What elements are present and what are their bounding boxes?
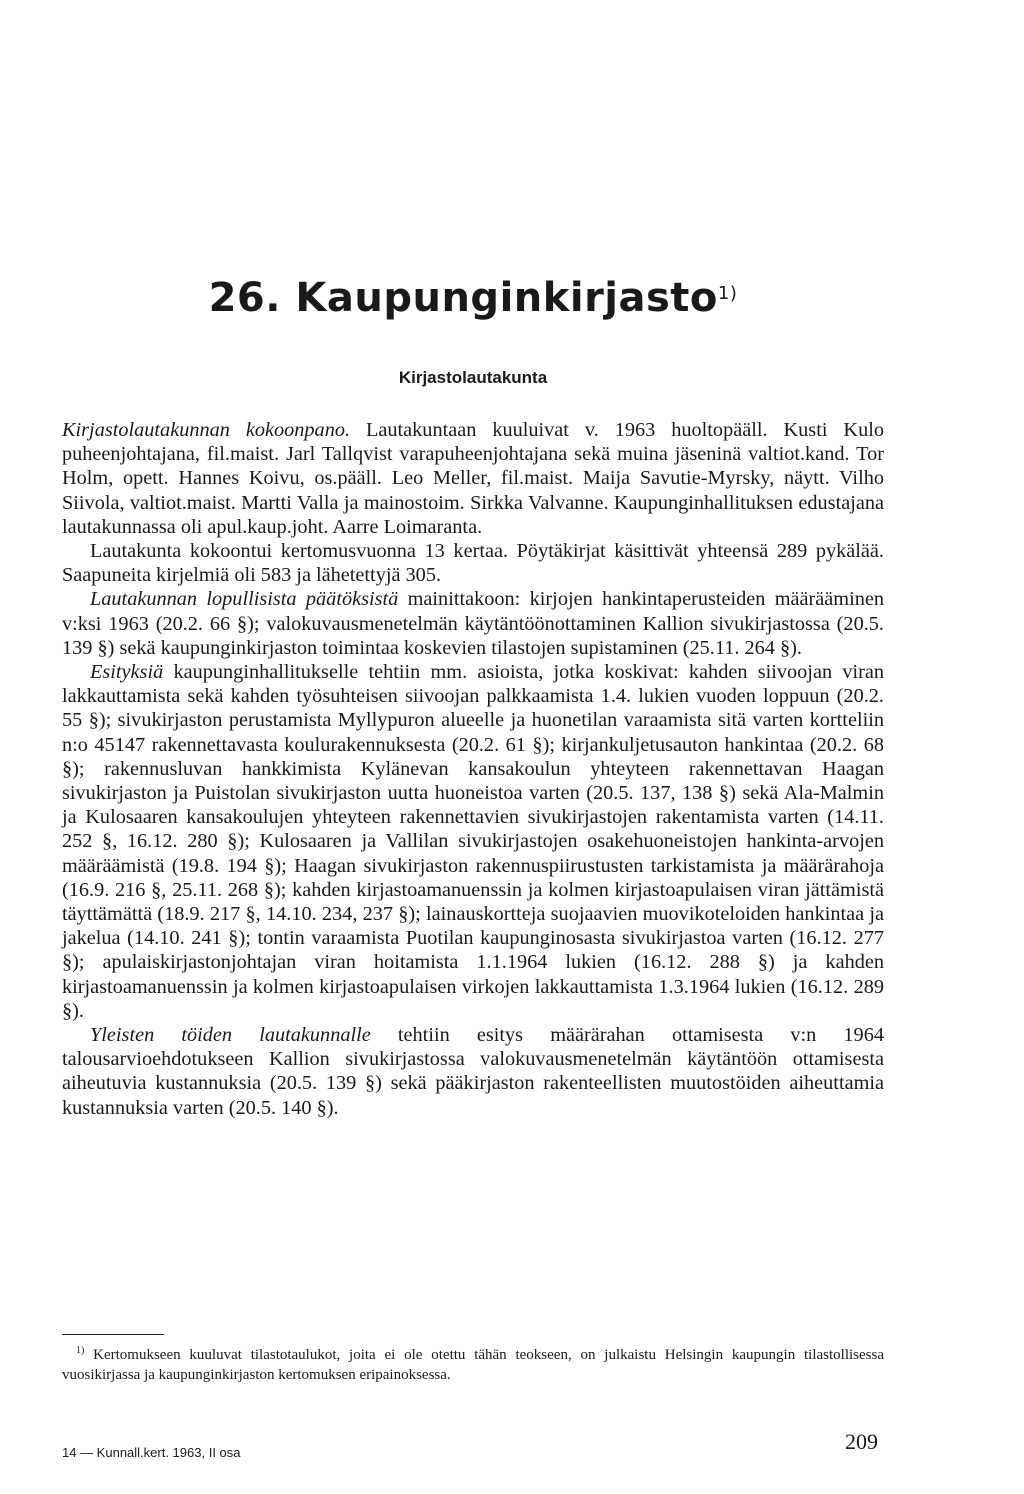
chapter-footnote-marker: 1)	[717, 283, 738, 304]
footnote-text: Kertomukseen kuuluvat tilastotaulukot, joita ei ole otettu tähän teokseen, on julkaistu Helsingin kaupungin tilastollisessa vuosikirjassa ja kaupunginkirjaston kertomuksen eripainoksessa.	[62, 1347, 884, 1383]
paragraph-text: tehtiin esitys määrärahan ottamisesta v:n 1964 talousarvioehdotukseen Kallion sivukirjastossa valokuvausmenetelmän käytäntöön ottamisesta aiheutuvia kustannuksia (20.5. 139 §) sekä pääkirjaston rakenteellisten muutostöiden aiheuttamia kustannuksia varten (20.5. 140 §).	[62, 1024, 884, 1119]
paragraph-lead: Yleisten töiden lautakunnalle	[90, 1024, 371, 1047]
printer-signature: 14 — Kunnall.kert. 1963, II osa	[62, 1445, 241, 1460]
paragraph-lead: Esityksiä	[90, 661, 164, 684]
footnote-divider	[62, 1334, 164, 1335]
document-page	[62, 0, 884, 1494]
paragraph-final-decisions	[62, 587, 884, 660]
footnote-marker: 1)	[76, 1345, 85, 1356]
paragraph-composition	[62, 418, 884, 539]
footnote	[62, 1341, 884, 1385]
page-number: 209	[845, 1429, 878, 1454]
chapter-title	[62, 268, 884, 328]
paragraph-text: kaupunginhallitukselle tehtiin mm. asioista, jotka koskivat: kahden siivoojan viran lakkauttamista sekä kahden työsuhteisen siivoojan palkkaamista 1.4. lukien vuoden loppuun (20.2. 55 §); sivukirjaston perustamista Myllypuron alueelle ja huonetilan varaamista sitä varten kortteliin n:o 45147 rakennettavasta koulurakennuksesta (20.2. 61 §); kirjankuljetusauton hankintaa (20.2. 68 §); rakennusluvan hankkimista Kylänevan kansakoulun yhteyteen rakennettavan Haagan sivukirjaston ja Puistolan sivukirjaston uutta huoneistoa varten (20.5. 137, 138 §) sekä Ala-Malmin ja Kulosaaren kansakoulujen yhteyteen rakennettavien sivukirjastojen rakentamista varten (14.11. 252 §, 16.12. 280 §); Kulosaaren ja Vallilan sivukirjastojen osakehuoneistojen hankinta-arvojen määräämistä (19.8. 194 §); Haagan sivukirjaston rakennuspiirustusten tarkistamista ja määrärahoja (16.9. 216 §, 25.11. 268 §); kahden kirjastoamanuenssin ja kolmen kirjastoapulaisen viran jättämistä täyttämättä (18.9. 217 §, 14.10. 234, 237 §); lainauskortteja suojaavien muovikoteloiden hankintaa ja jakelua (14.10. 241 §); tontin varaamista Puotilan kaupunginosasta sivukirjastoa varten (16.12. 277 §); apulaiskirjastonjohtajan viran hoitamista 1.1.1964 lukien (16.12. 288 §) ja kahden kirjastoamanuenssin ja kolmen kirjastoapulaisen virkojen lakkauttamista 1.3.1964 lukien (16.12. 289 §).	[62, 661, 884, 1022]
chapter-title-text: 26. Kaupunginkirjasto	[208, 275, 718, 321]
paragraph-public-works	[62, 1023, 884, 1120]
paragraph-proposals	[62, 660, 884, 1023]
section-heading: Kirjastolautakunta	[398, 368, 548, 387]
paragraph-text: Lautakunta kokoontui kertomusvuonna 13 kertaa. Pöytäkirjat käsittivät yhteensä 289 pykälää. Saapuneita kirjelmiä oli 583 ja lähetettyjä 305.	[62, 540, 884, 587]
paragraph-meetings	[62, 539, 884, 587]
paragraph-text: mainittakoon: kirjojen hankintaperusteiden määrääminen v:ksi 1963 (20.2. 66 §); valokuvausmenetelmän käytäntöönottaminen Kallion sivukirjastossa (20.5. 139 §) sekä kaupunginkirjaston toimintaa koskevien tilastojen supistaminen (25.11. 264 §).	[62, 588, 884, 659]
paragraph-lead: Kirjastolautakunnan kokoonpano.	[62, 419, 351, 441]
body-text	[62, 418, 884, 1120]
paragraph-lead: Lautakunnan lopullisista päätöksistä	[90, 588, 399, 611]
paragraph-text: Lautakuntaan kuuluivat v. 1963 huoltopääll. Kusti Kulo puheenjohtajana, fil.maist. Jarl Tallqvist varapuheenjohtajana sekä muina jäseninä valtiot.kand. Tor Holm, opett. Hannes Koivu, os.pääll. Leo Meller, fil.maist. Maija Savutie-Myrsky, näytt. Vilho Siivola, valtiot.maist. Martti Valla ja mainostoim. Sirkka Valvanne. Kaupunginhallituksen edustajana lautakunnassa oli apul.kaup.joht. Aarre Loimaranta.	[62, 419, 884, 538]
